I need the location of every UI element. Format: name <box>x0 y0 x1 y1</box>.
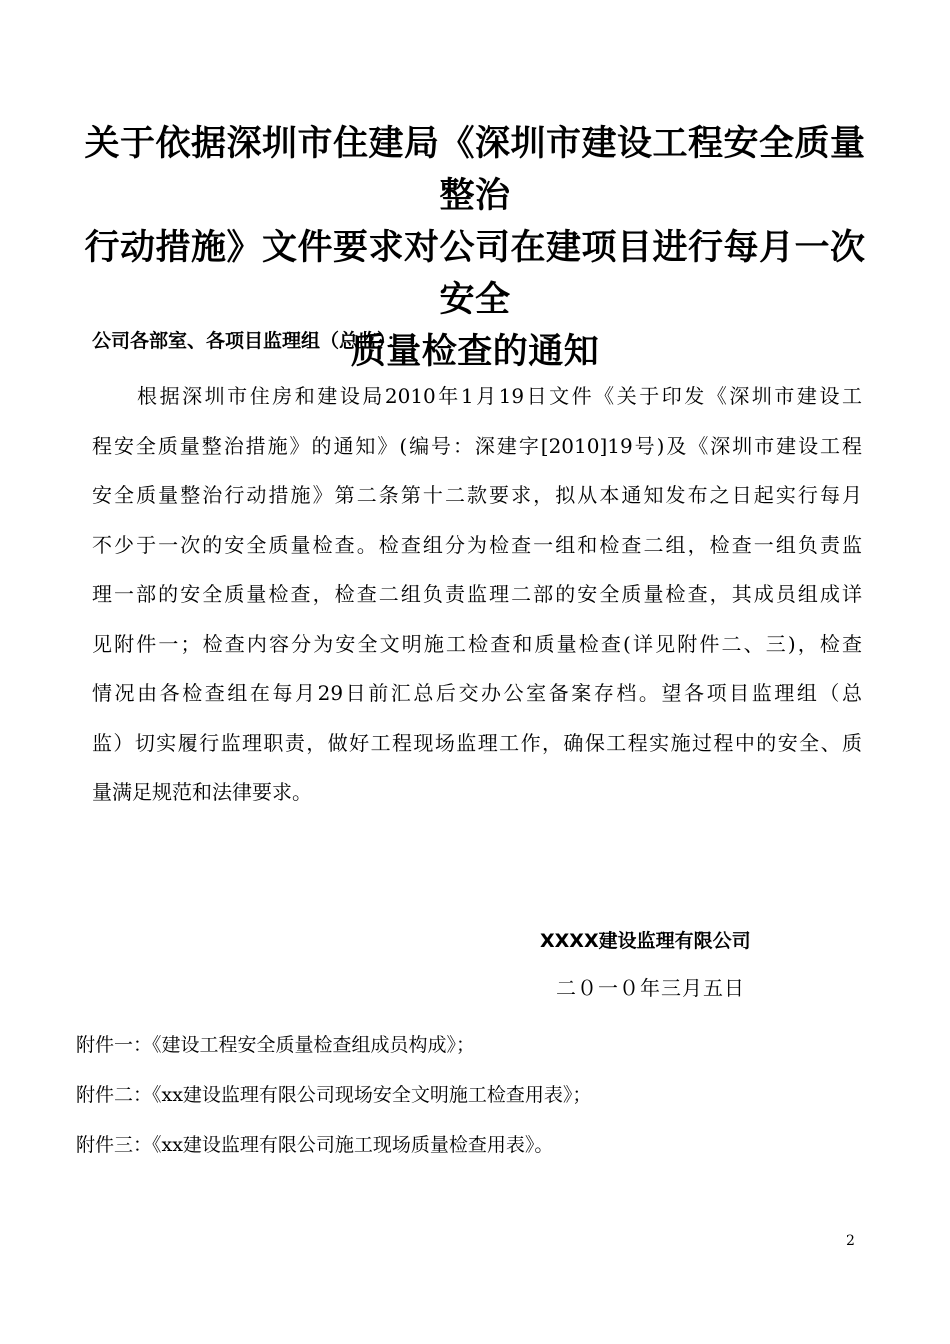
body-line: 程安全质量整治措施》的通知》(编号：深建字[2010]19号)及《深圳市建设工程 <box>92 433 862 458</box>
body-line: 监）切实履行监理职责，做好工程现场监理工作，确保工程实施过程中的安全、质 <box>92 730 862 755</box>
body-line: 根据深圳市住房和建设局2010年1月19日文件《关于印发《深圳市建设工 <box>92 384 862 408</box>
title-line: 行动措施》文件要求对公司在建项目进行每月一次安全 <box>84 228 866 320</box>
attachment-item: 附件二：《xx建设监理有限公司现场安全文明施工检查用表》； <box>76 1084 592 1106</box>
body-line: 量满足规范和法律要求。 <box>92 780 312 804</box>
body-line: 不少于一次的安全质量检查。检查组分为检查一组和检查二组，检查一组负责监 <box>92 532 862 557</box>
page-number: 2 <box>846 1233 855 1249</box>
body-line: 安全质量整治行动措施》第二条第十二款要求，拟从本通知发布之日起实行每月 <box>92 483 862 507</box>
attachment-item: 附件一：《建设工程安全质量检查组成员构成》； <box>76 1034 476 1056</box>
body-paragraph <box>92 372 862 818</box>
salutation: 公司各部室、各项目监理组（总监）： <box>92 330 406 352</box>
body-line: 情况由各检查组在每月29日前汇总后交办公室备案存档。望各项目监理组（总 <box>92 681 862 705</box>
title-line: 关于依据深圳市住建局《深圳市建设工程安全质量整治 <box>84 124 866 216</box>
attachment-list <box>76 1020 591 1170</box>
attachment-item: 附件三：《xx建设监理有限公司施工现场质量检查用表》。 <box>76 1134 554 1156</box>
issue-date: 二０一０年三月五日 <box>556 976 745 1000</box>
body-line: 理一部的安全质量检查，检查二组负责监理二部的安全质量检查，其成员组成详 <box>92 582 862 606</box>
company-signature: XXXX建设监理有限公司 <box>540 930 751 952</box>
title-line: 质量检查的通知 <box>350 332 600 372</box>
body-line: 见附件一；检查内容分为安全文明施工检查和质量检查(详见附件二、三)，检查 <box>92 631 862 656</box>
